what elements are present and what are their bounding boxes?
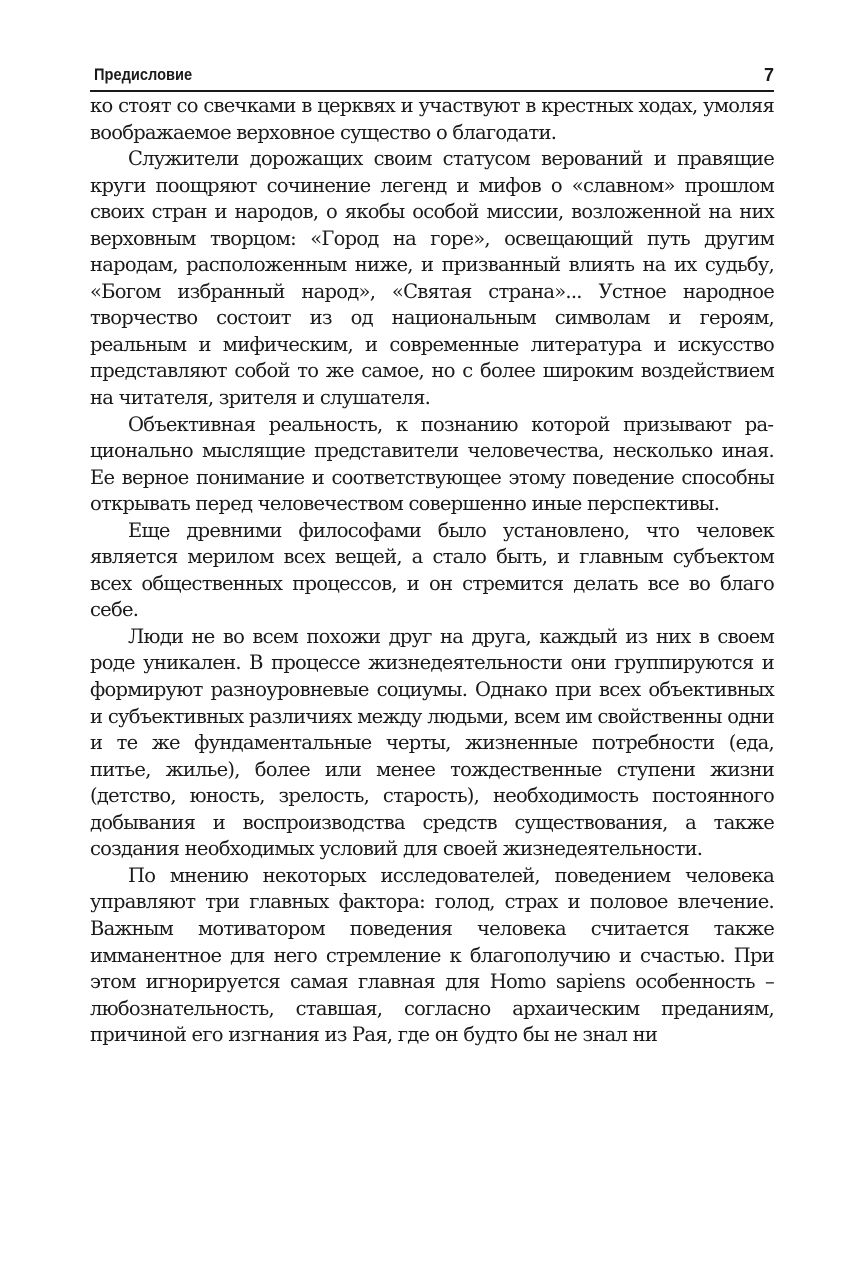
paragraph-2: Служители дорожащих своим статусом верований и правящие круги поощряют сочинение легенд и мифов о «славном» прошлом своих стран и народов, о якобы особой миссии, возложенной на них верховным творцом: «Город на горе», освещающий путь другим народам, расположенным ниже, и призванный влиять на их судьбу, «Богом избранный народ», «Святая страна»... Устное народное творчество состоит из од национальным символам и героям, реальным и мифическим, и современные литература и искусство представляют собой то же самое, но с более широким воздействием на читателя, зрителя и слушателя. [90,147,774,410]
paragraph-1: ко стоят со свечками в церквях и участвуют в крестных ходах, умоляя воображаемое верховное существо о благодати. [90,94,774,144]
chapter-title: Предисловие [94,65,193,84]
body-text [90,93,774,1049]
book-page [90,60,774,1049]
paragraph-5: Люди не во всем похожи друг на друга, каждый из них в своем роде уникален. В процессе жизнедеятельности они группируются и формируют разноуровневые социумы. Однако при всех объективных и субъективных различиях между людьми, всем им свойственны одни и те же фундаментальные черты, жизненные потребности (еда, питье, жилье), более или менее тождественные ступени жизни (детство, юность, зрелость, старость), необходимость постоянного добывания и воспроизводства средств существования, а также создания необходимых условий для своей жизнедеятельности. [90,624,774,861]
page-number: 7 [763,65,774,85]
paragraph-3: Объективная реальность, к познанию которой призывают рационально мыслящие представители человечества, несколько иная. Ее верное понимание и соответствующее этому поведение способны открывать перед человечеством совершенно иные перспективы. [90,412,774,516]
paragraph-4: Еще древними философами было установлено, что человек является мерилом всех вещей, а стало быть, и главным субъектом всех общественных процессов, и он стремится делать все во благо себе. [90,518,774,622]
paragraph-6: По мнению некоторых исследователей, поведением человека управляют три главных фактора: голод, страх и половое влечение. Важным мотиватором поведения человека считается также имманентное для него стремление к благополучию и счастью. При этом игнорируется самая главная для Homo sapiens особенность – любознательность, ставшая, согласно архаическим преданиям, причиной его изгнания из Рая, где он будто бы не знал ни [90,863,774,1047]
running-header [90,60,774,92]
